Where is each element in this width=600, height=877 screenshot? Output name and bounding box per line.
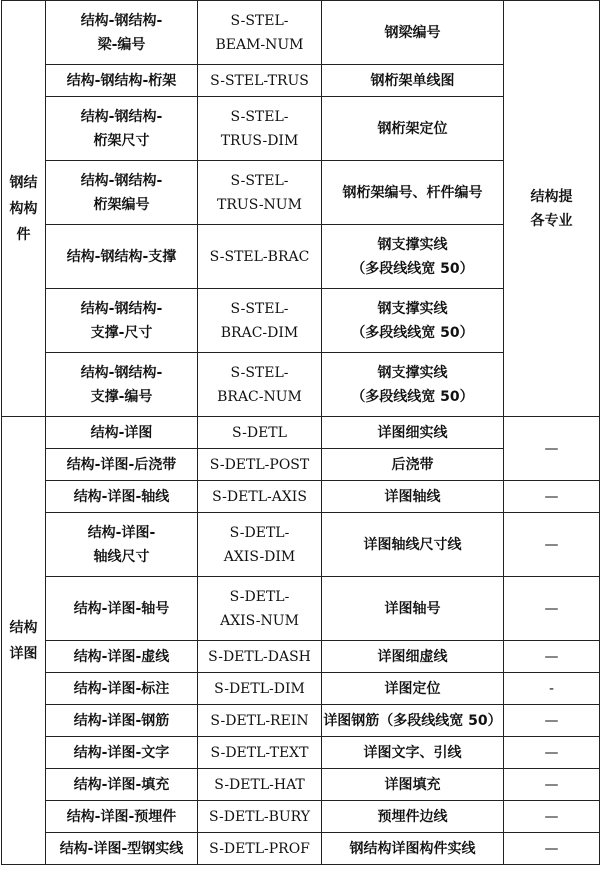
layer-desc-cell: 钢桁架定位 (322, 97, 504, 161)
layer-code-cell: S-DETL-DIM (198, 673, 322, 705)
layer-code-cell: S-DETL-TEXT (198, 737, 322, 769)
layer-code-cell: S-STEL- BRAC-DIM (198, 289, 322, 353)
layer-name-cell: 结构-详图 (46, 417, 198, 449)
table-row (2, 705, 600, 737)
table-row (2, 577, 600, 641)
layer-name-cell: 结构-详图-标注 (46, 673, 198, 705)
layer-desc-cell: 详图文字、引线 (322, 737, 504, 769)
layer-code-cell: S-DETL- AXIS-NUM (198, 577, 322, 641)
layer-desc-cell: 详图填充 (322, 769, 504, 801)
layer-desc-cell: 详图轴号 (322, 577, 504, 641)
layer-name-cell: 结构-详图-型钢实线 (46, 833, 198, 865)
table-row (2, 673, 600, 705)
layer-desc-cell: 详图轴线尺寸线 (322, 513, 504, 577)
layer-code-cell: S-STEL- BRAC-NUM (198, 353, 322, 417)
table-row (2, 1, 600, 65)
table-row (2, 801, 600, 833)
layer-code-cell: S-DETL-AXIS (198, 481, 322, 513)
category-cell: 钢结 构构 件 (2, 1, 46, 417)
layer-table (1, 0, 600, 865)
layer-name-cell: 结构-详图-预埋件 (46, 801, 198, 833)
layer-desc-cell: 钢支撑实线 （多段线线宽 50） (322, 225, 504, 289)
table-row (2, 641, 600, 673)
layer-code-cell: S-DETL-BURY (198, 801, 322, 833)
table-row (2, 737, 600, 769)
layer-desc-cell: 详图钢筋（多段线线宽 50） (322, 705, 504, 737)
layer-name-cell: 结构-详图-文字 (46, 737, 198, 769)
layer-code-cell: S-DETL-REIN (198, 705, 322, 737)
layer-desc-cell: 钢支撑实线 （多段线线宽 50） (322, 353, 504, 417)
table-row (2, 833, 600, 865)
layer-code-cell: S-DETL- AXIS-DIM (198, 513, 322, 577)
layer-code-cell: S-DETL-DASH (198, 641, 322, 673)
layer-name-cell: 结构-钢结构-桁架 (46, 65, 198, 97)
table-row (2, 513, 600, 577)
layer-code-cell: S-STEL- TRUS-DIM (198, 97, 322, 161)
layer-desc-cell: 钢结构详图构件实线 (322, 833, 504, 865)
layer-code-cell: S-STEL- TRUS-NUM (198, 161, 322, 225)
layer-name-cell: 结构-钢结构- 支撑-尺寸 (46, 289, 198, 353)
table-row (2, 769, 600, 801)
layer-code-cell: S-DETL-PROF (198, 833, 322, 865)
layer-name-cell: 结构-详图-虚线 (46, 641, 198, 673)
note-cell: — (504, 833, 600, 865)
layer-code-cell: S-DETL (198, 417, 322, 449)
note-cell: — (504, 641, 600, 673)
note-cell: 结构提 各专业 (504, 1, 600, 417)
layer-desc-cell: 详图细实线 (322, 417, 504, 449)
note-cell: — (504, 705, 600, 737)
table-row (2, 417, 600, 449)
note-cell: — (504, 417, 600, 481)
layer-code-cell: S-STEL-BRAC (198, 225, 322, 289)
layer-name-cell: 结构-详图-轴线 (46, 481, 198, 513)
layer-desc-cell: 预埋件边线 (322, 801, 504, 833)
category-cell: 结构 详图 (2, 417, 46, 865)
layer-desc-cell: 详图轴线 (322, 481, 504, 513)
note-cell: - (504, 673, 600, 705)
layer-name-cell: 结构-详图-填充 (46, 769, 198, 801)
layer-desc-cell: 钢梁编号 (322, 1, 504, 65)
note-cell: — (504, 737, 600, 769)
layer-name-cell: 结构-详图-钢筋 (46, 705, 198, 737)
layer-desc-cell: 详图细虚线 (322, 641, 504, 673)
layer-name-cell: 结构-钢结构- 支撑-编号 (46, 353, 198, 417)
layer-desc-cell: 钢桁架单线图 (322, 65, 504, 97)
note-cell: — (504, 577, 600, 641)
layer-code-cell: S-STEL-TRUS (198, 65, 322, 97)
layer-name-cell: 结构-钢结构- 桁架编号 (46, 161, 198, 225)
layer-name-cell: 结构-详图-后浇带 (46, 449, 198, 481)
layer-desc-cell: 钢桁架编号、杆件编号 (322, 161, 504, 225)
note-cell: — (504, 513, 600, 577)
layer-name-cell: 结构-详图-轴号 (46, 577, 198, 641)
layer-desc-cell: 钢支撑实线 （多段线线宽 50） (322, 289, 504, 353)
layer-desc-cell: 后浇带 (322, 449, 504, 481)
layer-code-cell: S-DETL-POST (198, 449, 322, 481)
layer-name-cell: 结构-钢结构-支撑 (46, 225, 198, 289)
layer-code-cell: S-DETL-HAT (198, 769, 322, 801)
table-row (2, 481, 600, 513)
layer-name-cell: 结构-钢结构- 梁-编号 (46, 1, 198, 65)
layer-name-cell: 结构-详图- 轴线尺寸 (46, 513, 198, 577)
layer-name-cell: 结构-钢结构- 桁架尺寸 (46, 97, 198, 161)
note-cell: — (504, 481, 600, 513)
layer-code-cell: S-STEL- BEAM-NUM (198, 1, 322, 65)
note-cell: — (504, 801, 600, 833)
note-cell: — (504, 769, 600, 801)
layer-desc-cell: 详图定位 (322, 673, 504, 705)
